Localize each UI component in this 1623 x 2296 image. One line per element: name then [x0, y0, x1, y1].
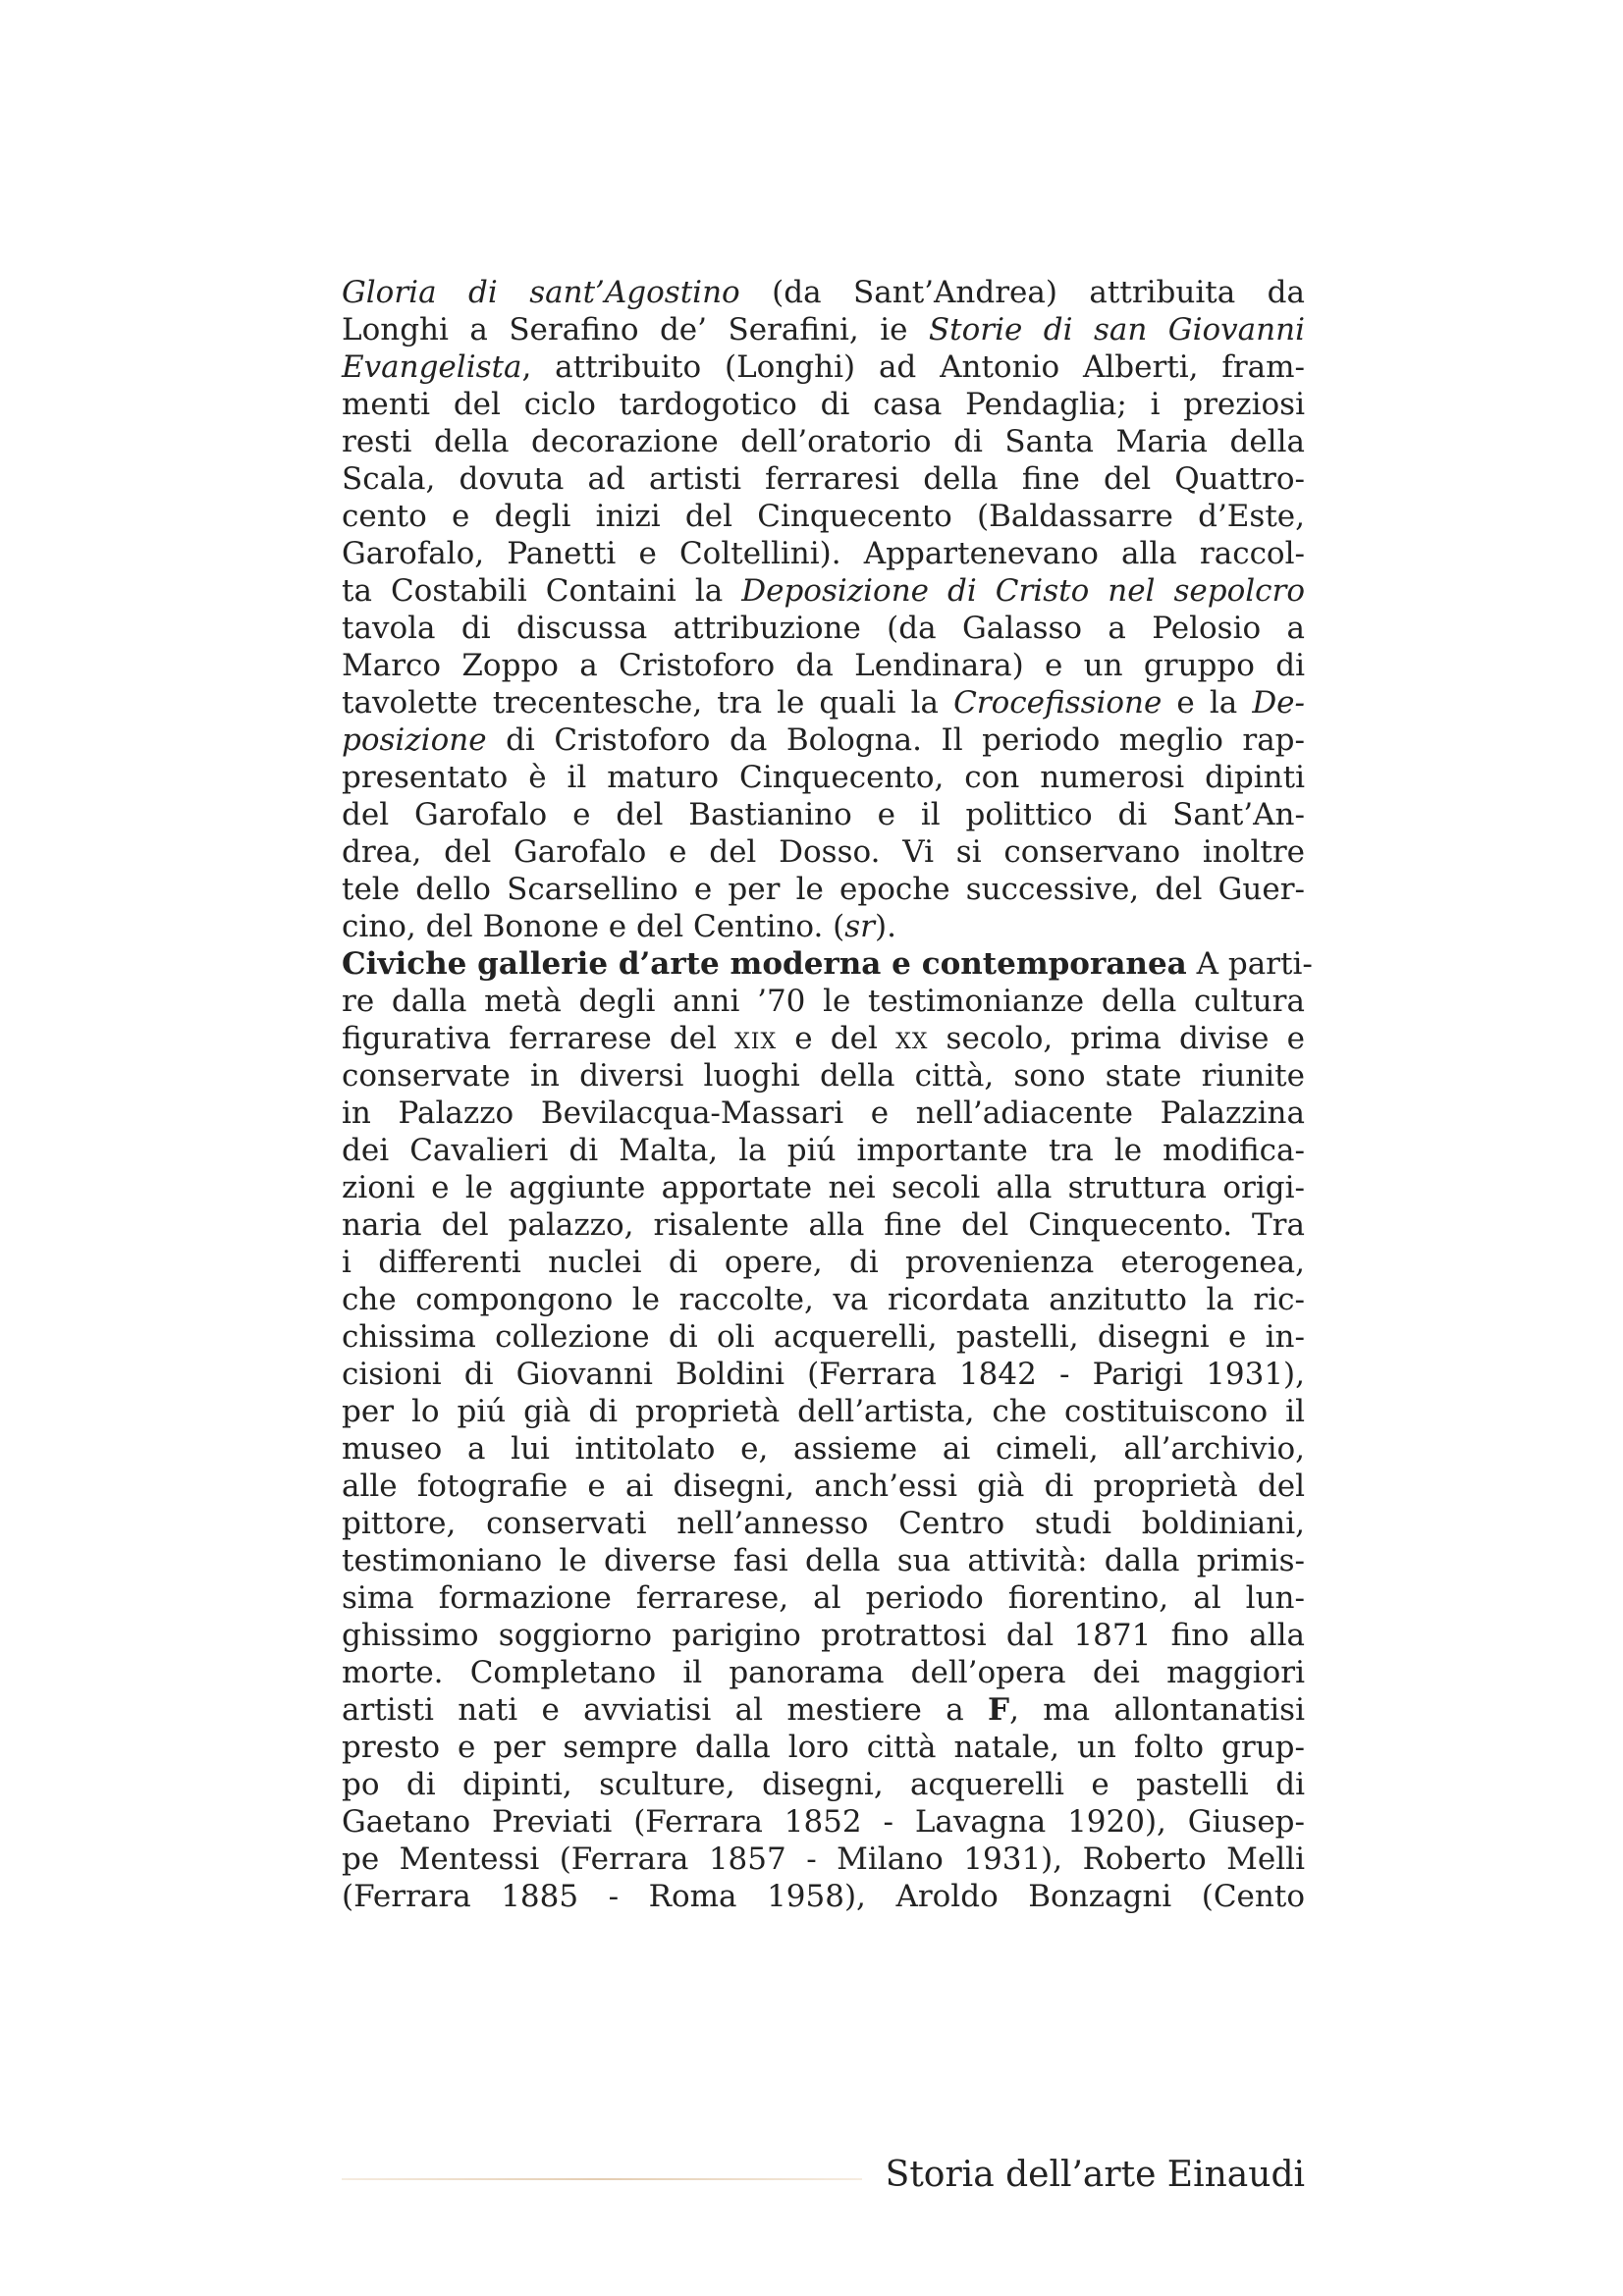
text-run: testimoniano le diverse fasi della sua attività: dalla primis- [342, 1543, 1305, 1578]
text-line [342, 684, 1305, 721]
bold-text: Civiche gallerie d’arte moderna e contemporanea [342, 946, 1187, 982]
text-line [342, 460, 1305, 498]
text-run: tavola di discussa attribuzione (da Galasso a Pelosio a [342, 611, 1305, 646]
text-run: morte. Completano il panorama dell’opera dei maggiori [342, 1655, 1305, 1690]
italic-text: De- [1252, 685, 1305, 721]
text-run: tavolette trecentesche, tra le quali la [342, 685, 954, 721]
text-run: cisioni di Giovanni Boldini (Ferrara 1842 - Parigi 1931), [342, 1357, 1305, 1392]
text-run: chissima collezione di oli acquerelli, pastelli, disegni e in- [342, 1319, 1305, 1355]
text-run: , attribuito (Longhi) ad Antonio Alberti, fram- [521, 349, 1305, 385]
text-run: xx [895, 1021, 929, 1056]
italic-text: posizione [342, 722, 487, 758]
text-line [342, 1803, 1305, 1841]
text-run: xix [734, 1021, 778, 1056]
text-line [342, 1729, 1305, 1766]
text-run: museo a lui intitolato e, assieme ai cimeli, all’archivio, [342, 1431, 1305, 1467]
text-line [342, 1095, 1305, 1132]
text-line [342, 759, 1305, 796]
text-line [342, 1468, 1305, 1505]
text-line [342, 1244, 1305, 1281]
text-line [342, 833, 1305, 871]
text-line [342, 1281, 1305, 1318]
text-run: artisti nati e avviatisi al mestiere a [342, 1692, 989, 1728]
text-run: tele dello Scarsellino e per le epoche successive, del Guer- [342, 872, 1305, 907]
bold-text: F [988, 1692, 1010, 1728]
text-line [342, 1766, 1305, 1803]
text-line [342, 1132, 1305, 1169]
text-line [342, 1169, 1305, 1206]
text-line [342, 1617, 1305, 1654]
text-run: cino, del Bonone e del Centino. ( [342, 909, 845, 944]
text-run: conservate in diversi luoghi della città, sono state riunite [342, 1058, 1305, 1094]
text-run: (da Sant’Andrea) attribuita da [739, 275, 1305, 310]
text-run: (Ferrara 1885 - Roma 1958), Aroldo Bonzagni (Cento [342, 1879, 1305, 1914]
text-line [342, 348, 1305, 386]
italic-text: Deposizione di Cristo nel sepolcro [741, 573, 1305, 609]
text-run: alle fotografie e ai disegni, anch’essi già di proprietà del [342, 1468, 1305, 1504]
text-line [342, 1020, 1305, 1057]
text-run: presto e per sempre dalla loro città natale, un folto grup- [342, 1730, 1305, 1765]
text-run: secolo, prima divise e [928, 1021, 1305, 1056]
text-line [342, 498, 1305, 535]
text-run: pe Mentessi (Ferrara 1857 - Milano 1931), Roberto Melli [342, 1842, 1305, 1877]
text-run: zioni e le aggiunte apportate nei secoli alla struttura origi- [342, 1170, 1305, 1205]
text-line [342, 871, 1305, 908]
text-run: Longhi a Serafino de’ Serafini, ie [342, 312, 929, 347]
text-line [342, 908, 1305, 945]
italic-text: Gloria di sant’Agostino [342, 275, 740, 310]
text-line [342, 423, 1305, 460]
text-run: cento e degli inizi del Cinquecento (Baldassarre d’Este, [342, 499, 1305, 534]
text-line [342, 1841, 1305, 1878]
text-line [342, 535, 1305, 572]
text-line [342, 1318, 1305, 1356]
text-line [342, 610, 1305, 647]
text-line [342, 1057, 1305, 1095]
footer-title: Storia dell’arte Einaudi [885, 2155, 1305, 2195]
text-line [342, 1206, 1305, 1244]
text-run: sima formazione ferrarese, al periodo fiorentino, al lun- [342, 1580, 1305, 1616]
italic-text: sr [844, 909, 875, 944]
text-run: in Palazzo Bevilacqua-Massari e nell’adiacente Palazzina [342, 1095, 1305, 1131]
text-line [342, 796, 1305, 833]
text-line [342, 945, 1313, 983]
text-line [342, 1654, 1305, 1691]
text-run: pittore, conservati nell’annesso Centro studi boldiniani, [342, 1506, 1305, 1541]
text-line [342, 1691, 1305, 1729]
text-run: re dalla metà degli anni ’70 le testimonianze della cultura [342, 984, 1305, 1019]
text-run: che compongono le raccolte, va ricordata anzitutto la ric- [342, 1282, 1305, 1317]
footer-rule [342, 2178, 862, 2180]
text-run: per lo piú già di proprietà dell’artista, che costituiscono il [342, 1394, 1305, 1429]
text-run: ). [875, 909, 896, 944]
text-run: , ma allontanatisi [1009, 1692, 1306, 1728]
text-line [342, 983, 1305, 1020]
text-run: di Cristoforo da Bologna. Il periodo meglio rap- [486, 722, 1305, 758]
text-run: Marco Zoppo a Cristoforo da Lendinara) e un gruppo di [342, 648, 1305, 683]
text-run: A parti- [1186, 946, 1313, 982]
text-line [342, 1878, 1305, 1915]
text-run: Scala, dovuta ad artisti ferraresi della fine del Quattro- [342, 461, 1305, 497]
text-line [342, 1393, 1305, 1430]
text-line [342, 311, 1305, 348]
text-line [342, 274, 1305, 311]
text-run: presentato è il maturo Cinquecento, con numerosi dipinti [342, 760, 1305, 795]
text-line [342, 1356, 1305, 1393]
italic-text: Storie di san Giovanni [928, 312, 1305, 347]
text-line [342, 1579, 1305, 1617]
text-line [342, 386, 1305, 423]
text-line [342, 1542, 1305, 1579]
text-run: naria del palazzo, risalente alla fine del Cinquecento. Tra [342, 1207, 1305, 1243]
body-text [342, 274, 1313, 1915]
text-run: Gaetano Previati (Ferrara 1852 - Lavagna 1920), Giusep- [342, 1804, 1305, 1840]
text-run: drea, del Garofalo e del Dosso. Vi si conservano inoltre [342, 834, 1305, 870]
text-run: ghissimo soggiorno parigino protrattosi dal 1871 fino alla [342, 1618, 1305, 1653]
italic-text: Crocefissione [953, 685, 1163, 721]
text-run: i differenti nuclei di opere, di provenienza eterogenea, [342, 1245, 1305, 1280]
text-line [342, 572, 1305, 610]
text-run: figurativa ferrarese del [342, 1021, 735, 1056]
text-run: ta Costabili Containi la [342, 573, 742, 609]
italic-text: Evangelista [342, 349, 522, 385]
text-run: Garofalo, Panetti e Coltellini). Appartenevano alla raccol- [342, 536, 1305, 571]
text-run: menti del ciclo tardogotico di casa Pendaglia; i preziosi [342, 387, 1305, 422]
text-run: e la [1162, 685, 1253, 721]
text-run: dei Cavalieri di Malta, la piú importante tra le modifica- [342, 1133, 1305, 1168]
text-run: resti della decorazione dell’oratorio di Santa Maria della [342, 424, 1305, 459]
text-run: po di dipinti, sculture, disegni, acquerelli e pastelli di [342, 1767, 1305, 1802]
text-line [342, 1430, 1305, 1468]
text-run: del Garofalo e del Bastianino e il polittico di Sant’An- [342, 797, 1305, 832]
text-line [342, 1505, 1305, 1542]
text-line [342, 647, 1305, 684]
text-line [342, 721, 1305, 759]
text-run: e del [777, 1021, 896, 1056]
